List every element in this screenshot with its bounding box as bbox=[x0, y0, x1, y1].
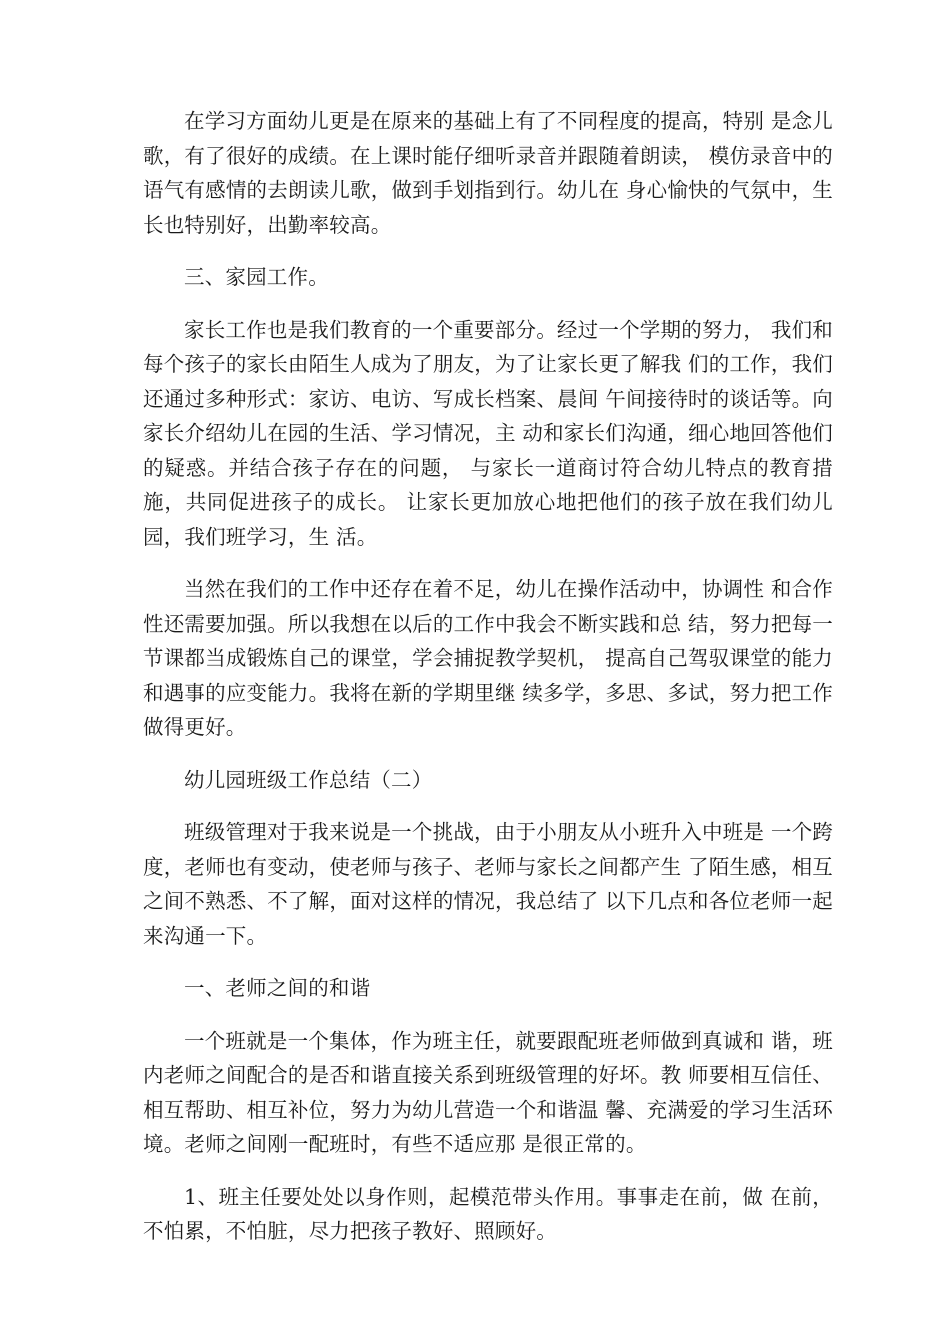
paragraph-class-management: 班级管理对于我来说是一个挑战，由于小朋友从小班升入中班是 一个跨度，老师也有变动，使老师与孩子、老师与家长之间都产生 了陌生感，相互之间不熟悉、不了解，面对这样的情况，我总结了 以下几点和各位老师一起来沟通一下。 bbox=[143, 820, 833, 948]
section-heading-teacher-harmony: 一、老师之间的和谐 bbox=[184, 976, 371, 1000]
paragraph-shortcomings: 当然在我们的工作中还存在着不足，幼儿在操作活动中，协调性 和合作性还需要加强。所以我想在以后的工作中我会不断实践和总 结，努力把每一节课都当成锻炼自己的课堂，学会捕捉教学契机， 提高自己驾驭课堂的能力和遇事的应变能力。我将在新的学期里继 续多学，多思、多试，努力把工作做得更好。 bbox=[143, 577, 833, 739]
paragraph-teacher-cooperation: 一个班就是一个集体，作为班主任，就要跟配班老师做到真诚和 谐，班内老师之间配合的是否和谐直接关系到班级管理的好坏。教 师要相互信任、相互帮助、相互补位，努力为幼儿营造一个和谐温 馨、充满爱的学习生活环境。老师之间刚一配班时，有些不适应那 是很正常的。 bbox=[143, 1028, 833, 1156]
paragraph-learning-progress: 在学习方面幼儿更是在原来的基础上有了不同程度的提高，特别 是念儿歌，有了很好的成绩。在上课时能仔细听录音并跟随着朗读， 模仿录音中的语气有感情的去朗读儿歌，做到手划指到行。幼儿在 身心愉快的气氛中，生长也特别好，出勤率较高。 bbox=[143, 109, 833, 237]
paragraph-point-1: 1、班主任要处处以身作则，起模范带头作用。事事走在前，做 在前，不怕累，不怕脏，尽力把孩子教好、照顾好。 bbox=[143, 1184, 833, 1243]
section-heading-home-school: 三、家园工作。 bbox=[184, 265, 329, 289]
paragraph-parent-work: 家长工作也是我们教育的一个重要部分。经过一个学期的努力， 我们和每个孩子的家长由陌生人成为了朋友，为了让家长更了解我 们的工作，我们还通过多种形式：家访、电访、写成长档案、晨间 午间接待时的谈话等。向家长介绍幼儿在园的生活、学习情况，主 动和家长们沟通，细心地回答他们的疑惑。并结合孩子存在的问题， 与家长一道商讨符合幼儿特点的教育措施，共同促进孩子的成长。 让家长更加放心地把他们的孩子放在我们幼儿园，我们班学习，生 活。 bbox=[143, 317, 833, 549]
document-body bbox=[143, 104, 833, 1267]
document-subtitle: 幼儿园班级工作总结（二） bbox=[184, 767, 433, 792]
